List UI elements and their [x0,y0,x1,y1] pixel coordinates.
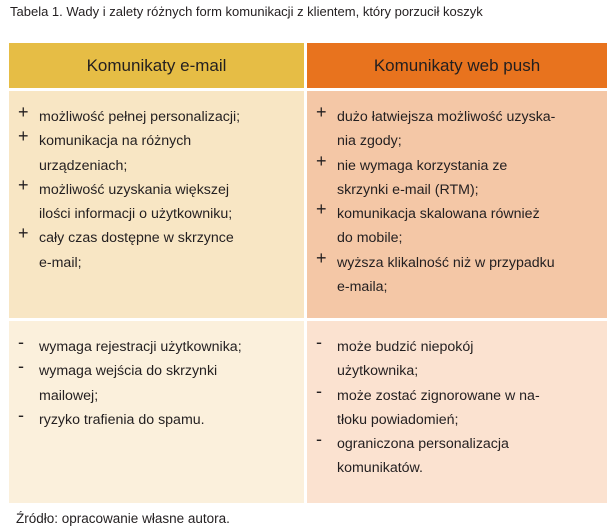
item-text-line: użytkownika; [337,363,419,380]
email-disadvantage-item [9,332,304,359]
item-text-line: skrzynki e-mail (RTM); [337,181,479,198]
plus-mark: + [316,102,327,122]
plus-mark: + [18,126,29,147]
item-text-line: komunikacja na różnych [39,133,192,150]
item-text-line: ograniczona personalizacja [337,436,509,453]
minus-mark: - [316,380,322,401]
minus-mark: - [18,356,24,377]
comparison-table [9,43,607,503]
email-advantage-item [9,126,304,178]
email-disadvantages-cell [9,321,304,503]
table-caption: Tabela 1. Wady i zalety różnych form komunikacji z klientem, który porzucił koszyk [10,4,483,19]
item-text-line: do mobile; [337,230,403,247]
item-text-line: może zostać zignorowane w na- [337,387,540,404]
item-text-line: komunikatów. [337,460,423,477]
email-disadvantage-item [9,356,304,408]
push-advantages-cell [307,91,607,318]
push-advantage-item [307,150,607,203]
push-advantage-item [307,102,607,154]
push-disadvantage-item [307,429,607,481]
email-advantage-item [9,223,304,275]
minus-mark: - [316,429,322,450]
minus-mark: - [18,332,24,352]
item-text-line: urządzeniach; [39,157,128,174]
source-note: Źródło: opracowanie własne autora. [16,511,230,526]
item-text-line: mailowej; [39,387,99,404]
item-text-line: komunikacja skalowana również [337,206,540,223]
email-advantage-item [9,174,304,227]
item-text-line: może budzić niepokój [337,339,474,355]
email-advantage-item [9,102,304,129]
column-header-web-push: Komunikaty web push [307,43,607,88]
email-disadvantage-item [9,404,304,432]
email-advantages-cell [9,91,304,318]
plus-mark: + [18,102,29,122]
item-text-line: nie wymaga korzystania ze [337,157,508,174]
item-text-line: wymaga wejścia do skrzynki [39,363,218,380]
push-disadvantages-cell [307,321,607,503]
plus-mark: + [18,174,29,195]
minus-mark: - [316,332,322,352]
item-text-line: możliwość uzyskania większej [39,181,230,198]
item-text-line: tłoku powiadomień; [337,411,459,428]
item-text-line: wymaga rejestracji użytkownika; [39,339,242,355]
item-text-line: e-mail; [39,254,82,271]
push-disadvantage-item [307,380,607,433]
plus-mark: + [18,223,29,244]
plus-mark: + [316,150,327,171]
item-text-line: e-maila; [337,279,388,296]
plus-mark: + [316,247,327,268]
item-text-line: możliwość pełnej personalizacji; [39,109,241,125]
push-advantage-item [307,247,607,300]
item-text-line: cały czas dostępne w skrzynce [39,230,234,247]
column-header-email: Komunikaty e-mail [9,43,304,88]
minus-mark: - [18,404,24,425]
push-disadvantage-item [307,332,607,384]
item-text-line: dużo łatwiejsza możliwość uzyska- [337,109,556,125]
push-advantage-item [307,199,607,251]
plus-mark: + [316,199,327,220]
item-text-line: ryzyko trafienia do spamu. [39,411,205,428]
item-text-line: ilości informacji o użytkowniku; [39,206,233,223]
item-text-line: nia zgody; [337,133,402,150]
item-text-line: wyższa klikalność niż w przypadku [337,254,555,271]
